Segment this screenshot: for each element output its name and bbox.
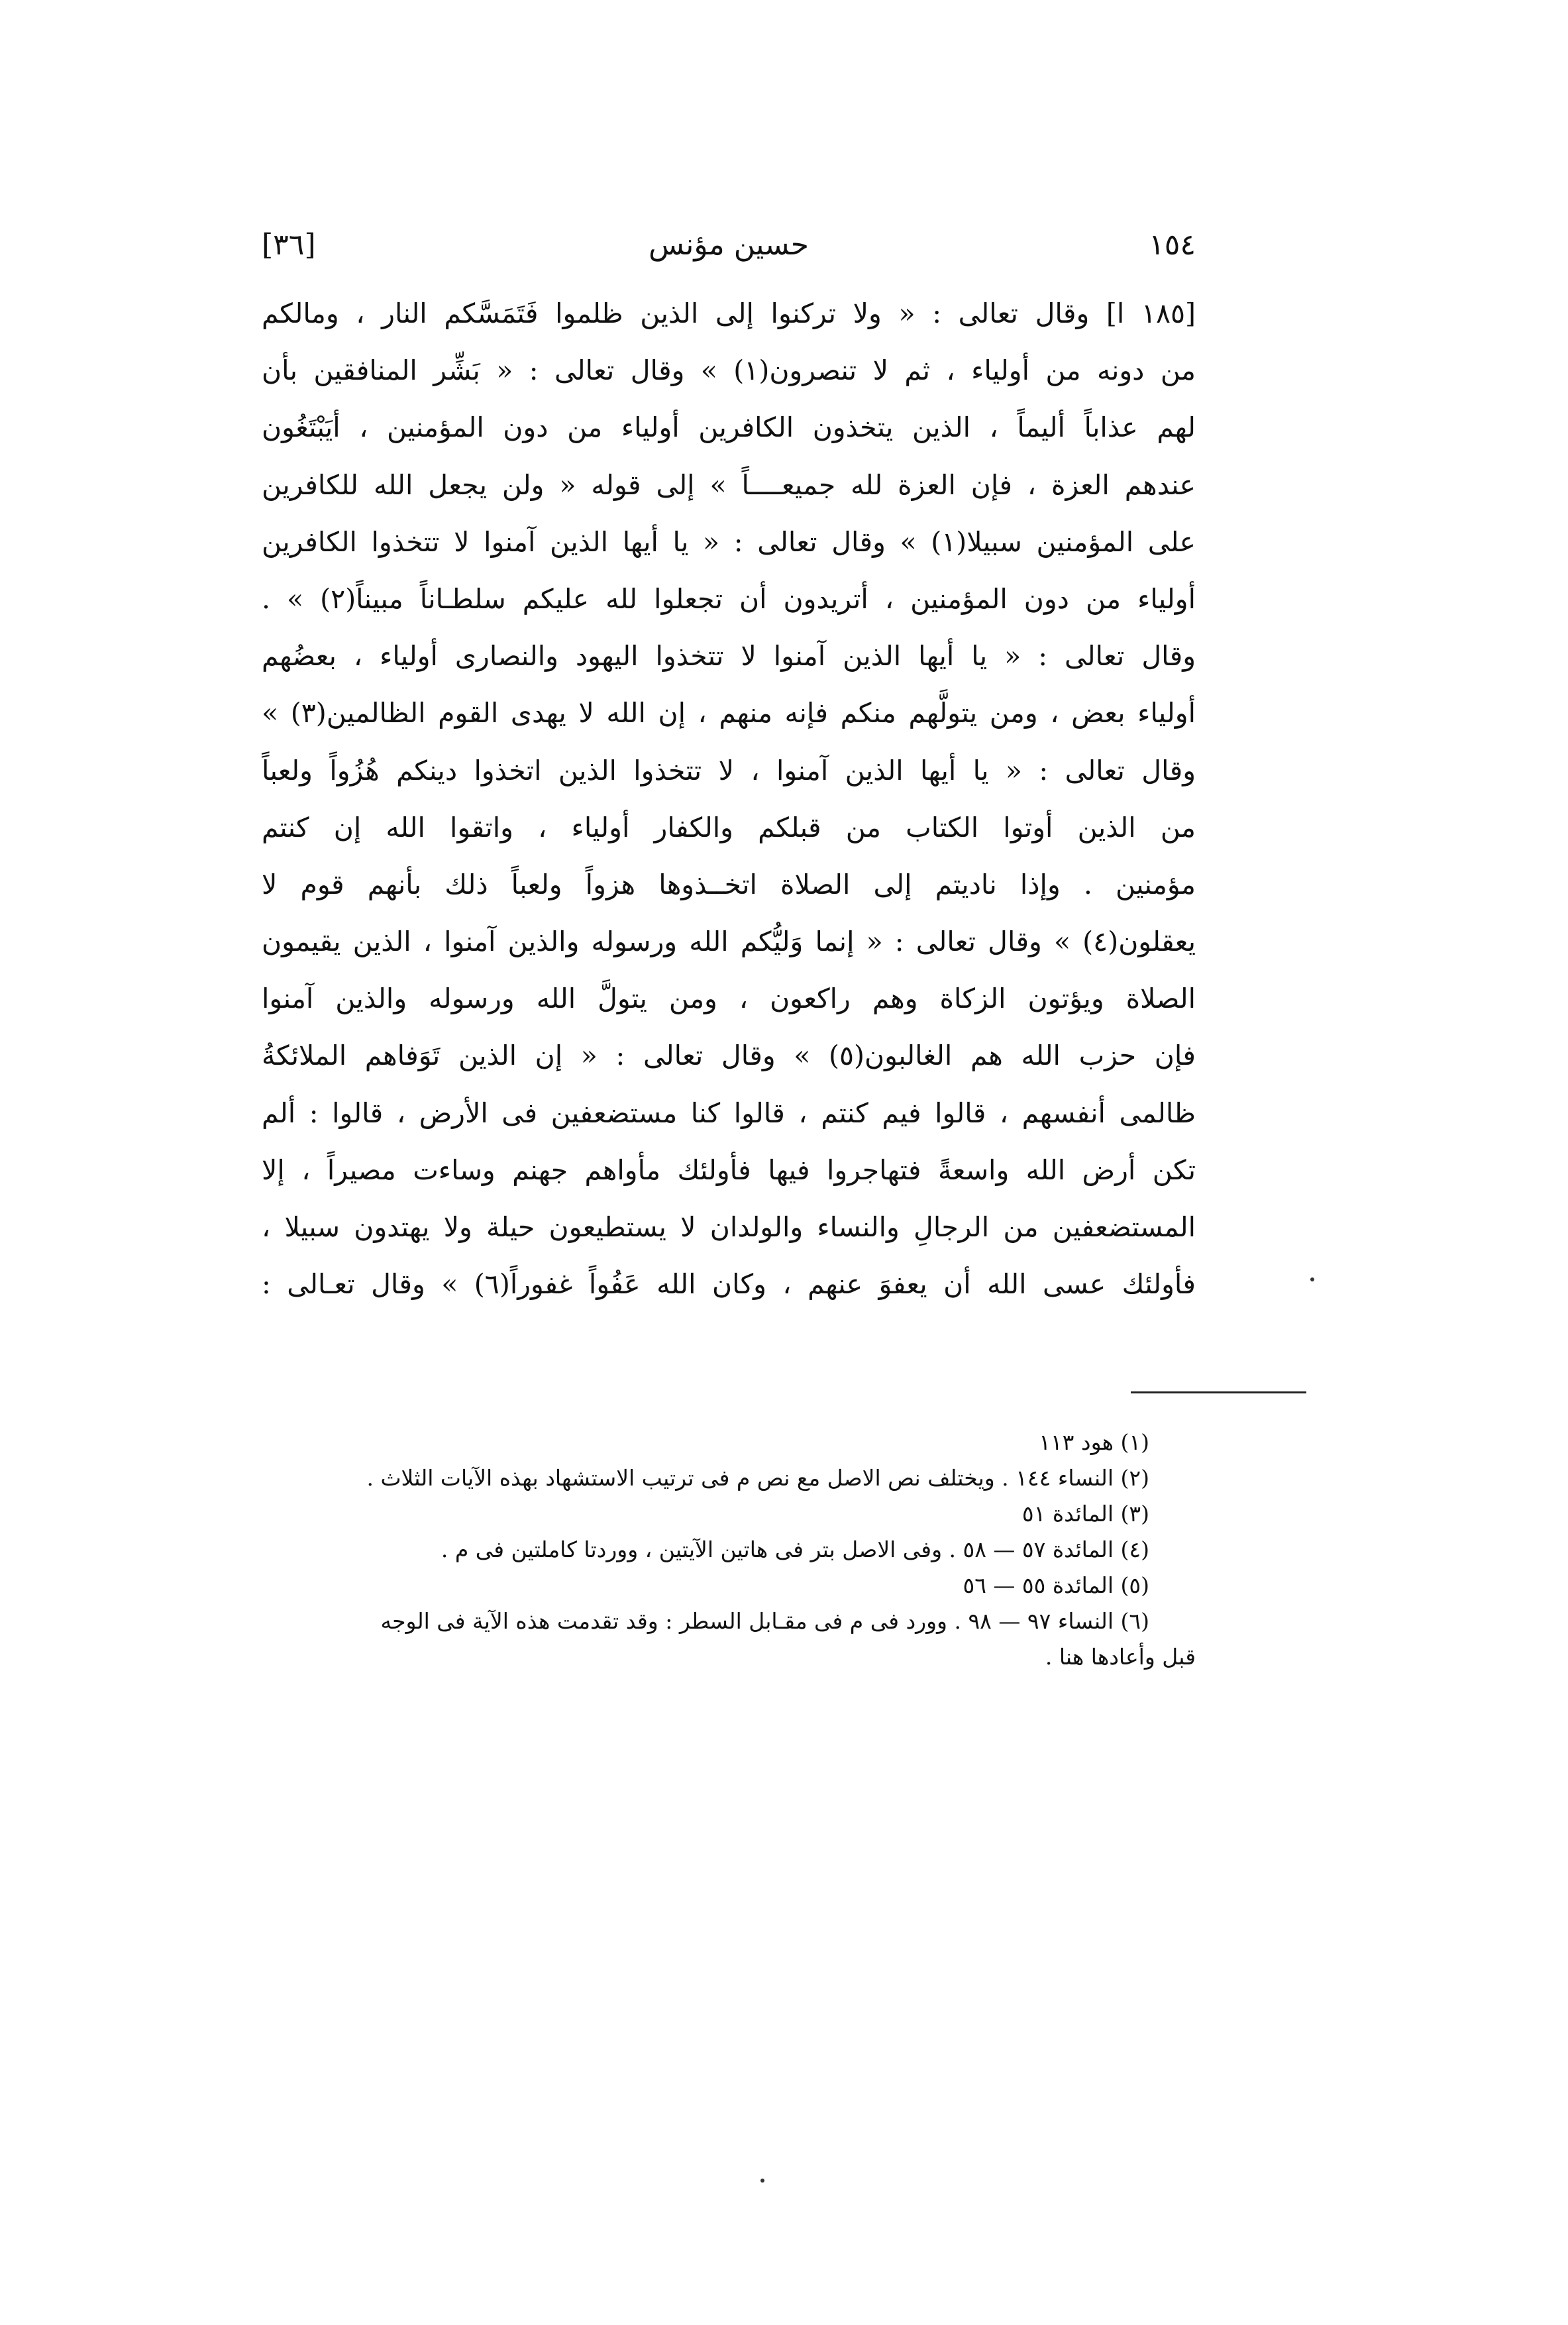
footnote-continuation: قبل وأعادها هنا . xyxy=(1045,1644,1196,1670)
running-header xyxy=(262,225,1196,272)
body-line: الصلاة ويؤتون الزكاة وهم راكعون ، ومن يتولَّ الله ورسوله والذين آمنوا xyxy=(262,983,1196,1015)
running-title: حسين مؤنس xyxy=(649,228,809,262)
body-line: فإن حزب الله هم الغالبون(٥) » وقال تعالى : « إن الذين تَوَفاهم الملائكةُ xyxy=(262,1040,1196,1072)
body-line: أولياء من دون المؤمنين ، أتريدون أن تجعلوا لله عليكم سلطـاناً مبيناً(٢) » . xyxy=(262,582,1196,615)
body-line: [١٨٥ ا] وقال تعالى : « ولا تركنوا إلى الذين ظلموا فَتَمَسَّكم النار ، ومالكم xyxy=(262,297,1196,329)
body-line: أولياء بعض ، ومن يتولَّهم منكم فإنه منهم ، إن الله لا يهدى القوم الظالمين(٣) » xyxy=(262,697,1196,730)
footnote: (١) هود ١١٣ xyxy=(1039,1429,1149,1455)
body-line: فأولئك عسى الله أن يعفوَ عنهم ، وكان الله عَفُواً غفوراً(٦) » وقال تعـالى : xyxy=(262,1268,1196,1301)
footnote: (٥) المائدة ٥٥ — ٥٦ xyxy=(963,1572,1149,1598)
scan-speck xyxy=(760,2179,764,2183)
body-line: مؤمنين . وإذا ناديتم إلى الصلاة اتخــذوها هزواً ولعباً ذلك بأنهم قوم لا xyxy=(262,868,1196,900)
body-line: يعقلون(٤) » وقال تعالى : « إنما وَليُّكم الله ورسوله والذين آمنوا ، الذين يقيمون xyxy=(262,926,1196,958)
footnote: (٣) المائدة ٥١ xyxy=(1021,1501,1149,1527)
footnote: (٦) النساء ٩٧ — ٩٨ . وورد فى م فى مقـابل السطر : وقد تقدمت هذه الآية فى الوجه xyxy=(380,1608,1149,1634)
main-text xyxy=(262,285,1196,1313)
body-line: من الذين أوتوا الكتاب من قبلكم والكفار أولياء ، واتقوا الله إن كنتم xyxy=(262,811,1196,843)
footnotes xyxy=(262,1425,1196,1675)
body-line: لهم عذاباً أليماً ، الذين يتخذون الكافرين أولياء من دون المؤمنين ، أيَبْتَغُون xyxy=(262,411,1196,444)
body-line: وقال تعالى : « يا أيها الذين آمنوا لا تتخذوا اليهود والنصارى أولياء ، بعضُهم xyxy=(262,640,1196,673)
footnote: (٢) النساء ١٤٤ . ويختلف نص الاصل مع نص م فى ترتيب الاستشهاد بهذه الآيات الثلاث . xyxy=(366,1465,1149,1491)
section-mark: [٣٦] xyxy=(262,228,316,262)
scan-speck xyxy=(1310,1277,1314,1281)
body-line: تكن أرض الله واسعةً فتهاجروا فيها فأولئك مأواهم جهنم وساءت مصيراً ، إلا xyxy=(262,1154,1196,1186)
body-line: عندهم العزة ، فإن العزة لله جميعــــاً » إلى قوله « ولن يجعل الله للكافرين xyxy=(262,468,1196,501)
body-line: المستضعفين من الرجالِ والنساء والولدان لا يستطيعون حيلة ولا يهتدون سبيلا ، xyxy=(262,1211,1196,1243)
body-line: ظالمى أنفسهم ، قالوا فيم كنتم ، قالوا كنا مستضعفين فى الأرض ، قالوا : ألم xyxy=(262,1097,1196,1129)
footnote-separator xyxy=(1131,1391,1306,1393)
body-line: على المؤمنين سبيلا(١) » وقال تعالى : « يا أيها الذين آمنوا لا تتخذوا الكافرين xyxy=(262,525,1196,558)
footnote: (٤) المائدة ٥٧ — ٥٨ . وفى الاصل بتر فى هاتين الآيتين ، ووردتا كاملتين فى م . xyxy=(441,1537,1149,1562)
body-line: وقال تعالى : « يا أيها الذين آمنوا ، لا تتخذوا الذين اتخذوا دينكم هُزُواً ولعباً xyxy=(262,754,1196,786)
page-number: ١٥٤ xyxy=(1149,228,1196,262)
body-line: من دونه من أولياء ، ثم لا تنصرون(١) » وقال تعالى : « بَشِّر المنافقين بأن xyxy=(262,354,1196,387)
